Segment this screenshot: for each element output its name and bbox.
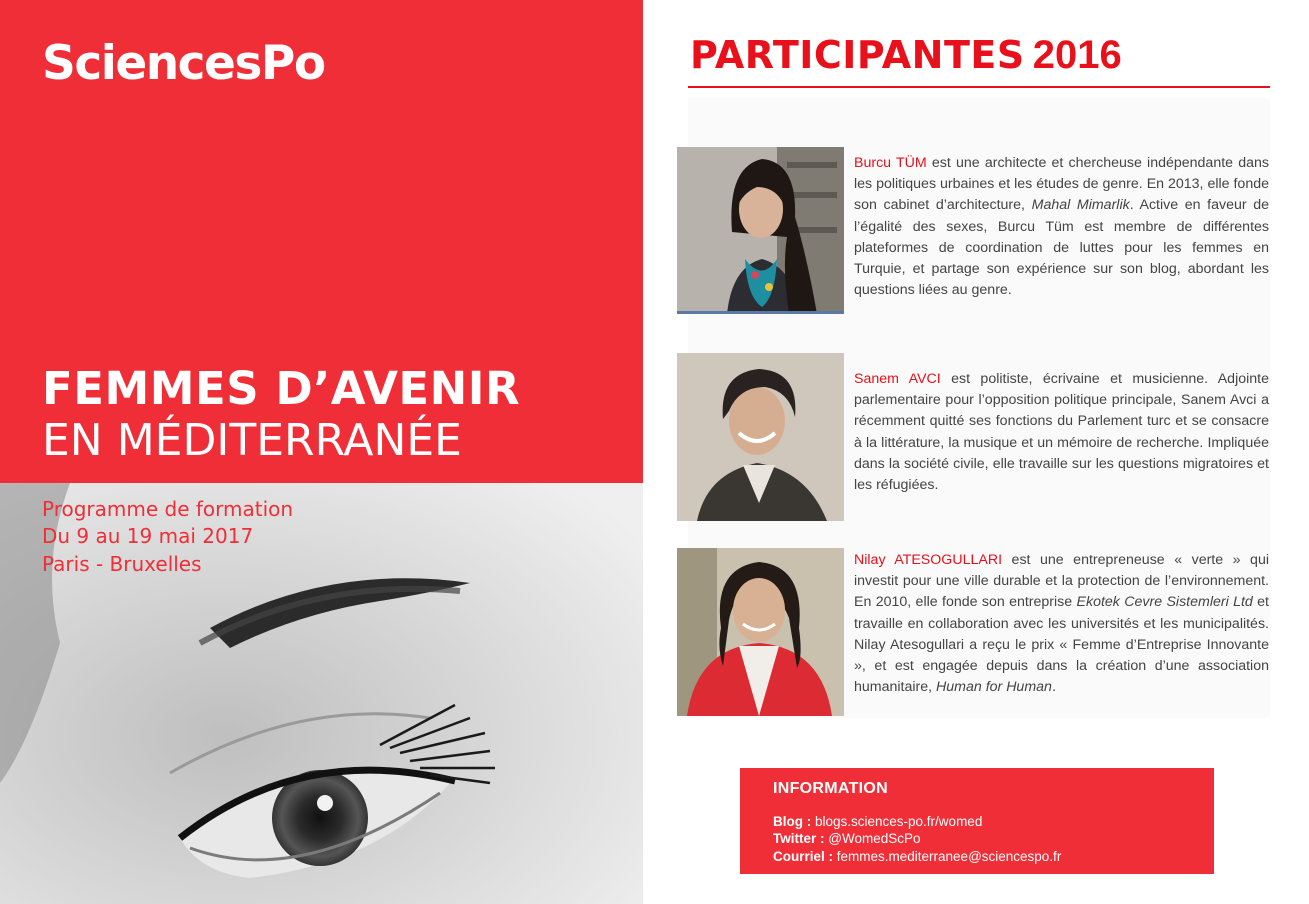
program-dates: Du 9 au 19 mai 2017 xyxy=(42,524,254,548)
info-blog[interactable]: Blog : blogs.sciences-po.fr/womed xyxy=(773,814,983,829)
twitter-handle[interactable]: @WomedScPo xyxy=(828,831,921,846)
title-divider xyxy=(688,86,1270,88)
participant-photo-burcu xyxy=(677,147,844,314)
participant-name: Burcu TÜM xyxy=(854,155,927,171)
participant-photo-sanem xyxy=(677,353,844,521)
program-cities: Paris - Bruxelles xyxy=(42,552,202,576)
participant-name: Sanem AVCI xyxy=(854,371,941,387)
cover-title-line1: FEMMES D’AVENIR xyxy=(42,362,521,415)
cover-title-line2: EN MÉDITERRANÉE xyxy=(42,415,462,466)
blog-link[interactable]: blogs.sciences-po.fr/womed xyxy=(815,814,983,829)
participant-name: Nilay ATESOGULLARI xyxy=(854,552,1003,568)
email-link[interactable]: femmes.mediterranee@sciencespo.fr xyxy=(836,849,1062,864)
participant-bio-burcu: Burcu TÜM est une architecte et chercheuse indépendante dans les politiques urbaines et les études de genre. En 2013, elle fonde son cabinet d’architecture, Mahal Mimarlik. Active en faveur de l’égalité des sexes, Burcu Tüm est membre de différentes plateformes de coordination de luttes pour les femmes en Turquie, et partage son expérience sur son blog, abordant les questions liées au genre. xyxy=(854,155,1269,299)
page-title-word: PARTICIPANTES xyxy=(690,33,1025,77)
page-title xyxy=(690,33,1122,78)
info-twitter[interactable]: Twitter : @WomedScPo xyxy=(773,831,921,846)
cover-panel xyxy=(0,0,643,904)
information-title: INFORMATION xyxy=(773,780,888,797)
participant-photo-nilay xyxy=(677,548,844,716)
program-label: Programme de formation xyxy=(42,497,294,521)
participant-bio-sanem: Sanem AVCI est politiste, écrivaine et musicienne. Adjointe parlementaire pour l’opposition politique principale, Sanem Avci a récemment quitté ses fonctions du Parlement turc et se consacre à la littérature, la musique et un mémoire de recherche. Impliquée dans la société civile, elle travaille sur les questions migratoires et les réfugiées. xyxy=(854,371,1269,494)
sciencespo-logo: SciencesPo xyxy=(42,36,325,91)
participant-bio-nilay: Nilay ATESOGULLARI est une entrepreneuse « verte » qui investit pour une ville durable et la protection de l’environnement. En 2010, elle fonde son entreprise Ekotek Cevre Sistemleri Ltd et travaille en collaboration avec les universités et les municipalités. Nilay Atesogullari a reçu le prix « Femme d’Entreprise Innovante », et est engagée depuis dans la création d’une association humanitaire, Human for Human. xyxy=(854,552,1269,696)
page-title-year: 2016 xyxy=(1032,33,1122,77)
information-box xyxy=(740,768,1214,874)
cover-red-block xyxy=(0,0,643,483)
info-email[interactable]: Courriel : femmes.mediterranee@sciencespo.fr xyxy=(773,849,1062,864)
